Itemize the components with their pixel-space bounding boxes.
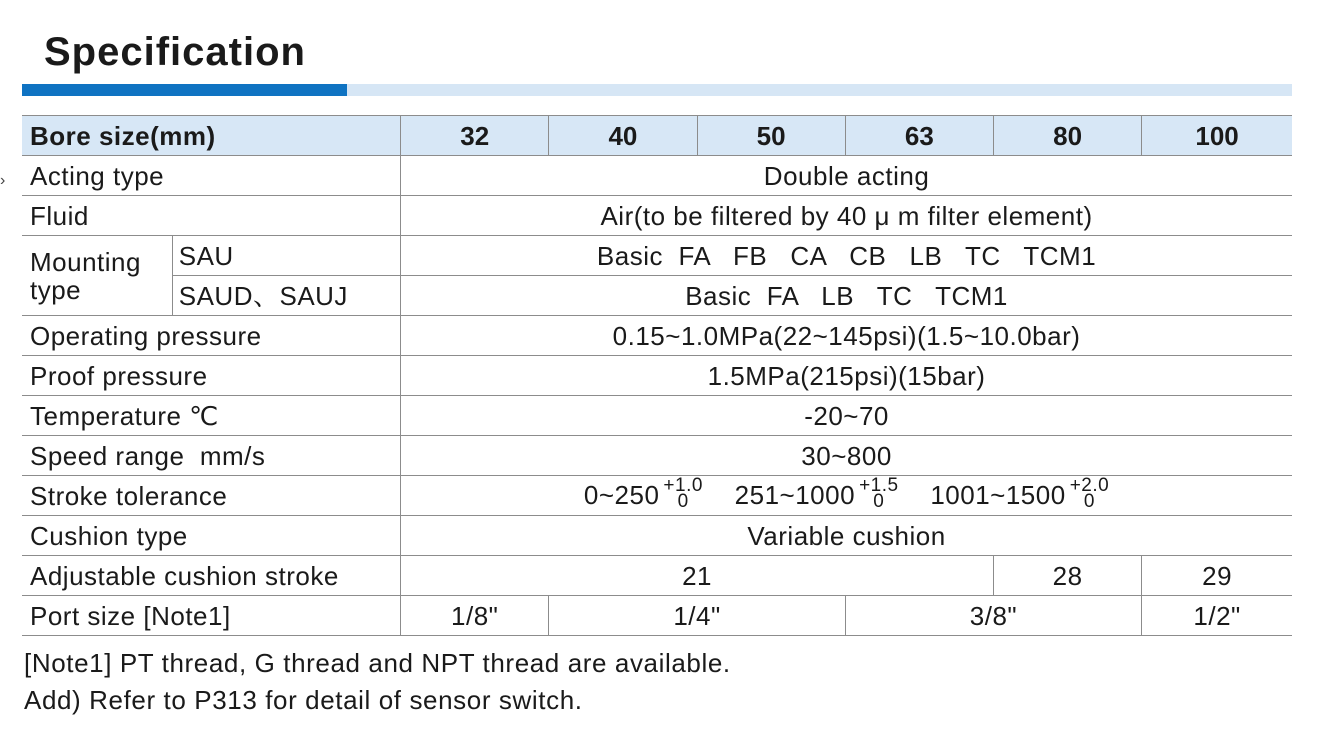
speed-range-label: Speed range mm/s	[22, 436, 401, 476]
tolerance-upper: +1.0	[663, 475, 703, 496]
port-size-value-40-50: 1/4"	[549, 596, 845, 636]
cushion-type-row	[22, 516, 1292, 556]
adjustable-cushion-value-80: 28	[993, 556, 1141, 596]
tolerance-range: 251~1000	[734, 480, 856, 511]
port-size-value-63-80: 3/8"	[845, 596, 1141, 636]
adjustable-cushion-row	[22, 556, 1292, 596]
edge-mark: ›	[0, 172, 6, 189]
note-1: [Note1] PT thread, G thread and NPT thread are available.	[24, 648, 731, 678]
tolerance-range: 0~250	[583, 480, 660, 511]
speed-range-value: 30~800	[401, 436, 1292, 476]
stroke-tolerance-row	[22, 476, 1292, 516]
speed-range-row	[22, 436, 1292, 476]
adjustable-cushion-value-32-63: 21	[401, 556, 994, 596]
acting-type-row	[22, 156, 1292, 196]
mounting-sub-saud: SAUD、SAUJ	[172, 276, 400, 316]
mounting-saud-row	[22, 276, 1292, 316]
tolerance-item	[930, 475, 1110, 512]
fluid-row	[22, 196, 1292, 236]
tolerance-lower: 0	[677, 490, 689, 512]
proof-pressure-label: Proof pressure	[22, 356, 401, 396]
bore-size-40: 40	[549, 116, 697, 156]
fluid-value: Air(to be filtered by 40 μ m filter element)	[401, 196, 1292, 236]
notes	[24, 645, 731, 719]
bore-size-label: Bore size(mm)	[22, 116, 401, 156]
note-add: Add) Refer to P313 for detail of sensor switch.	[24, 685, 583, 715]
port-size-row	[22, 596, 1292, 636]
bore-size-100: 100	[1142, 116, 1292, 156]
tolerance-limits	[1069, 475, 1110, 512]
tolerance-range: 1001~1500	[930, 480, 1066, 511]
mounting-sau-value: Basic FA FB CA CB LB TC TCM1	[401, 236, 1292, 276]
tolerance-upper: +2.0	[1069, 475, 1110, 496]
bore-size-32: 32	[401, 116, 549, 156]
mounting-saud-value: Basic FA LB TC TCM1	[401, 276, 1292, 316]
mounting-type-label: Mounting type	[22, 236, 172, 316]
port-size-value-100: 1/2"	[1142, 596, 1292, 636]
proof-pressure-row	[22, 356, 1292, 396]
stroke-tolerance-value	[401, 476, 1292, 516]
bore-size-row	[22, 116, 1292, 156]
tolerance-item	[734, 475, 899, 512]
operating-pressure-value: 0.15~1.0MPa(22~145psi)(1.5~10.0bar)	[401, 316, 1292, 356]
tolerance-limits	[663, 475, 703, 512]
mounting-sub-sau: SAU	[172, 236, 400, 276]
adjustable-cushion-value-100: 29	[1142, 556, 1292, 596]
port-size-label: Port size [Note1]	[22, 596, 401, 636]
mounting-sau-row	[22, 236, 1292, 276]
operating-pressure-label: Operating pressure	[22, 316, 401, 356]
title-underline	[22, 84, 1292, 96]
acting-type-label: Acting type	[22, 156, 401, 196]
cushion-type-value: Variable cushion	[401, 516, 1292, 556]
temperature-row	[22, 396, 1292, 436]
acting-type-value: Double acting	[401, 156, 1292, 196]
stroke-tolerance-label: Stroke tolerance	[22, 476, 401, 516]
operating-pressure-row	[22, 316, 1292, 356]
bore-size-63: 63	[845, 116, 993, 156]
fluid-label: Fluid	[22, 196, 401, 236]
title-underline-accent	[22, 84, 347, 96]
temperature-label: Temperature ℃	[22, 396, 401, 436]
cushion-type-label: Cushion type	[22, 516, 401, 556]
specification-table	[22, 115, 1292, 636]
tolerance-upper: +1.5	[859, 475, 899, 496]
bore-size-50: 50	[697, 116, 845, 156]
port-size-value-32: 1/8"	[401, 596, 549, 636]
page-title: Specification	[44, 30, 306, 74]
temperature-value: -20~70	[401, 396, 1292, 436]
tolerance-lower: 0	[873, 490, 885, 512]
bore-size-80: 80	[993, 116, 1141, 156]
tolerance-item	[583, 475, 703, 512]
tolerance-limits	[859, 475, 899, 512]
tolerance-lower: 0	[1083, 490, 1095, 512]
proof-pressure-value: 1.5MPa(215psi)(15bar)	[401, 356, 1292, 396]
adjustable-cushion-label: Adjustable cushion stroke	[22, 556, 401, 596]
